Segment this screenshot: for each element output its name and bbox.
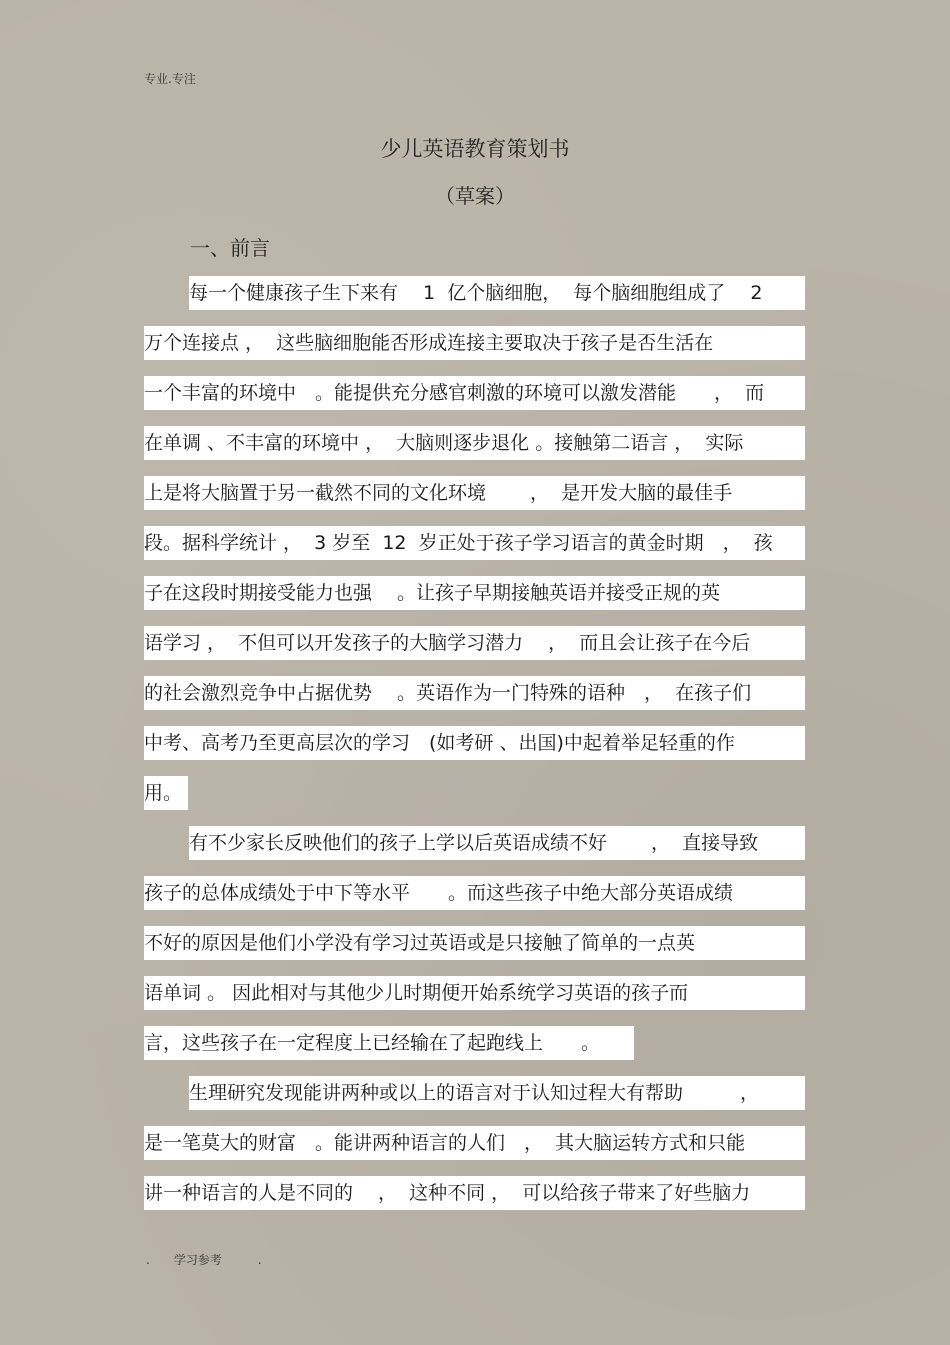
text-line: 万个连接点 ， 这些脑细胞能否形成连接主要取决于孩子是否生活在 xyxy=(144,326,805,360)
text-line: 有不少家长反映他们的孩子上学以后英语成绩不好 ， 直接导致 xyxy=(189,826,805,860)
section-heading: 一、前言 xyxy=(190,236,270,260)
text-line: 用。 xyxy=(144,776,188,810)
text-line: 在单调 、不丰富的环境中 ， 大脑则逐步退化 。接触第二语言 ， 实际 xyxy=(144,426,805,460)
text-line: 子在这段时期接受能力也强 。让孩子早期接触英语并接受正规的英 xyxy=(144,576,805,610)
text-line: 言，这些孩子在一定程度上已经输在了起跑线上 。 xyxy=(144,1026,634,1060)
text-line: 每一个健康孩子生下来有 1 亿个脑细胞， 每个脑细胞组成了 2 xyxy=(189,276,805,310)
text-line: 的社会激烈竞争中占据优势 。英语作为一门特殊的语种 ， 在孩子们 xyxy=(144,676,805,710)
page-footer-text: . 学习参考 . xyxy=(146,1253,262,1267)
text-line: 生理研究发现能讲两种或以上的语言对于认知过程大有帮助 ， xyxy=(189,1076,805,1110)
text-line: 语学习 ， 不但可以开发孩子的大脑学习潜力 ， 而且会让孩子在今后 xyxy=(144,626,805,660)
text-line: 语单词 。 因此相对与其他少儿时期便开始系统学习英语的孩子而 xyxy=(144,976,805,1010)
text-line: 讲一种语言的人是不同的 ， 这种不同 ， 可以给孩子带来了好些脑力 xyxy=(144,1176,805,1210)
text-line: 一个丰富的环境中 。能提供充分感官刺激的环境可以激发潜能 ， 而 xyxy=(144,376,805,410)
text-line: 上是将大脑置于另一截然不同的文化环境 ， 是开发大脑的最佳手 xyxy=(144,476,805,510)
document-subtitle: （草案） xyxy=(435,184,515,208)
text-line: 中考、高考乃至更高层次的学习 (如考研 、出国)中起着举足轻重的作 xyxy=(144,726,805,760)
text-line: 段。据科学统计 ， 3 岁至 12 岁正处于孩子学习语言的黄金时期 ， 孩 xyxy=(144,526,805,560)
page-header-text: 专业.专注 xyxy=(144,72,196,86)
text-line: 是一笔莫大的财富 。能讲两种语言的人们 ， 其大脑运转方式和只能 xyxy=(144,1126,805,1160)
text-line: 不好的原因是他们小学没有学习过英语或是只接触了简单的一点英 xyxy=(144,926,805,960)
text-line: 孩子的总体成绩处于中下等水平 。而这些孩子中绝大部分英语成绩 xyxy=(144,876,805,910)
document-title: 少儿英语教育策划书 xyxy=(380,137,570,161)
